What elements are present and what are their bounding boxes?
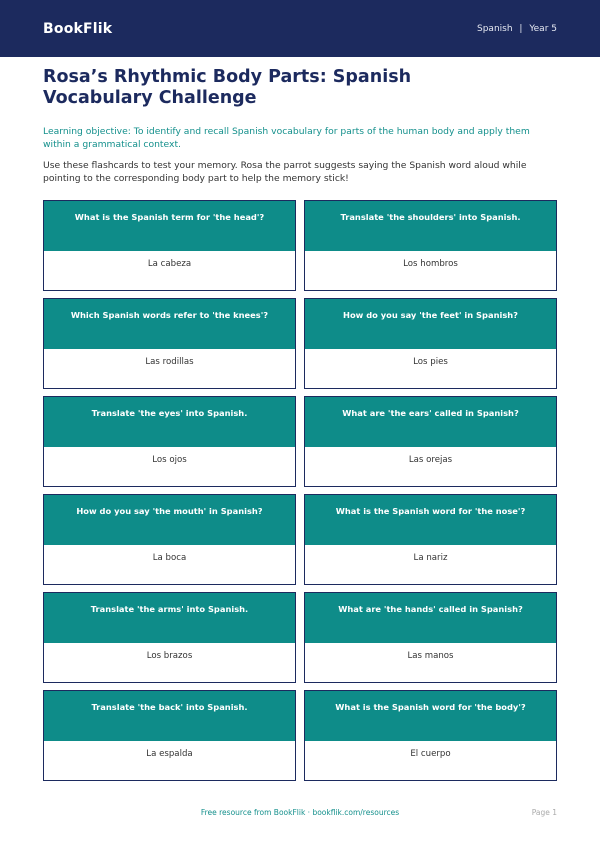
footer-source-link[interactable]: Free resource from BookFlik · bookflik.com/resources — [200, 808, 400, 817]
main-content — [0, 67, 600, 781]
flashcard-question: Translate 'the eyes' into Spanish. — [44, 397, 295, 447]
flashcard[interactable] — [43, 494, 296, 585]
flashcard-question: What is the Spanish term for 'the head'? — [44, 201, 295, 251]
flashcard[interactable] — [43, 592, 296, 683]
flashcard-answer: Los pies — [305, 349, 556, 388]
footer — [0, 808, 600, 820]
learning-objective: Learning objective: To identify and recall Spanish vocabulary for parts of the human body and apply them within a grammatical context. — [43, 126, 530, 150]
flashcard-answer: El cuerpo — [305, 741, 556, 780]
breadcrumb-separator: | — [519, 23, 523, 34]
breadcrumb-level: Year 5 — [529, 23, 557, 34]
flashcard-question: How do you say 'the mouth' in Spanish? — [44, 495, 295, 545]
flashcard-answer: Las orejas — [305, 447, 556, 486]
flashcard[interactable] — [43, 200, 296, 291]
flashcard-question: Translate 'the shoulders' into Spanish. — [305, 201, 556, 251]
flashcard[interactable] — [43, 690, 296, 781]
flashcard[interactable] — [304, 592, 557, 683]
flashcard-question: How do you say 'the feet' in Spanish? — [305, 299, 556, 349]
flashcard-question: What is the Spanish word for 'the nose'? — [305, 495, 556, 545]
breadcrumb — [477, 24, 557, 34]
flashcard-answer: La cabeza — [44, 251, 295, 290]
page-title: Rosa’s Rhythmic Body Parts: Spanish Vocabulary Challenge — [43, 67, 412, 108]
flashcard-answer: La nariz — [305, 545, 556, 584]
flashcard-answer: Las rodillas — [44, 349, 295, 388]
flashcard-answer: La espalda — [44, 741, 295, 780]
flashcard-question: What are 'the hands' called in Spanish? — [305, 593, 556, 643]
flashcard[interactable] — [43, 396, 296, 487]
flashcard[interactable] — [304, 396, 557, 487]
flashcard[interactable] — [304, 200, 557, 291]
brand-logo[interactable]: BookFlik — [43, 20, 113, 37]
page-number: Page 1 — [531, 808, 557, 817]
flashcard-answer: Los brazos — [44, 643, 295, 682]
intro-text: Use these flashcards to test your memory. Rosa the parrot suggests saying the Spanish word aloud while pointing to the corresponding body part to help the memory stick! — [43, 160, 527, 184]
flashcard-answer: Las manos — [305, 643, 556, 682]
header-bar — [0, 0, 600, 57]
flashcard[interactable] — [304, 690, 557, 781]
flashcard-grid — [43, 200, 557, 781]
flashcard-answer: Los ojos — [44, 447, 295, 486]
flashcard[interactable] — [43, 298, 296, 389]
flashcard-question: Translate 'the arms' into Spanish. — [44, 593, 295, 643]
flashcard-question: What are 'the ears' called in Spanish? — [305, 397, 556, 447]
flashcard-question: Which Spanish words refer to 'the knees'? — [44, 299, 295, 349]
flashcard-question: What is the Spanish word for 'the body'? — [305, 691, 556, 741]
flashcard[interactable] — [304, 494, 557, 585]
flashcard-answer: La boca — [44, 545, 295, 584]
breadcrumb-subject: Spanish — [477, 23, 513, 34]
flashcard-answer: Los hombros — [305, 251, 556, 290]
flashcard-question: Translate 'the back' into Spanish. — [44, 691, 295, 741]
flashcard[interactable] — [304, 298, 557, 389]
